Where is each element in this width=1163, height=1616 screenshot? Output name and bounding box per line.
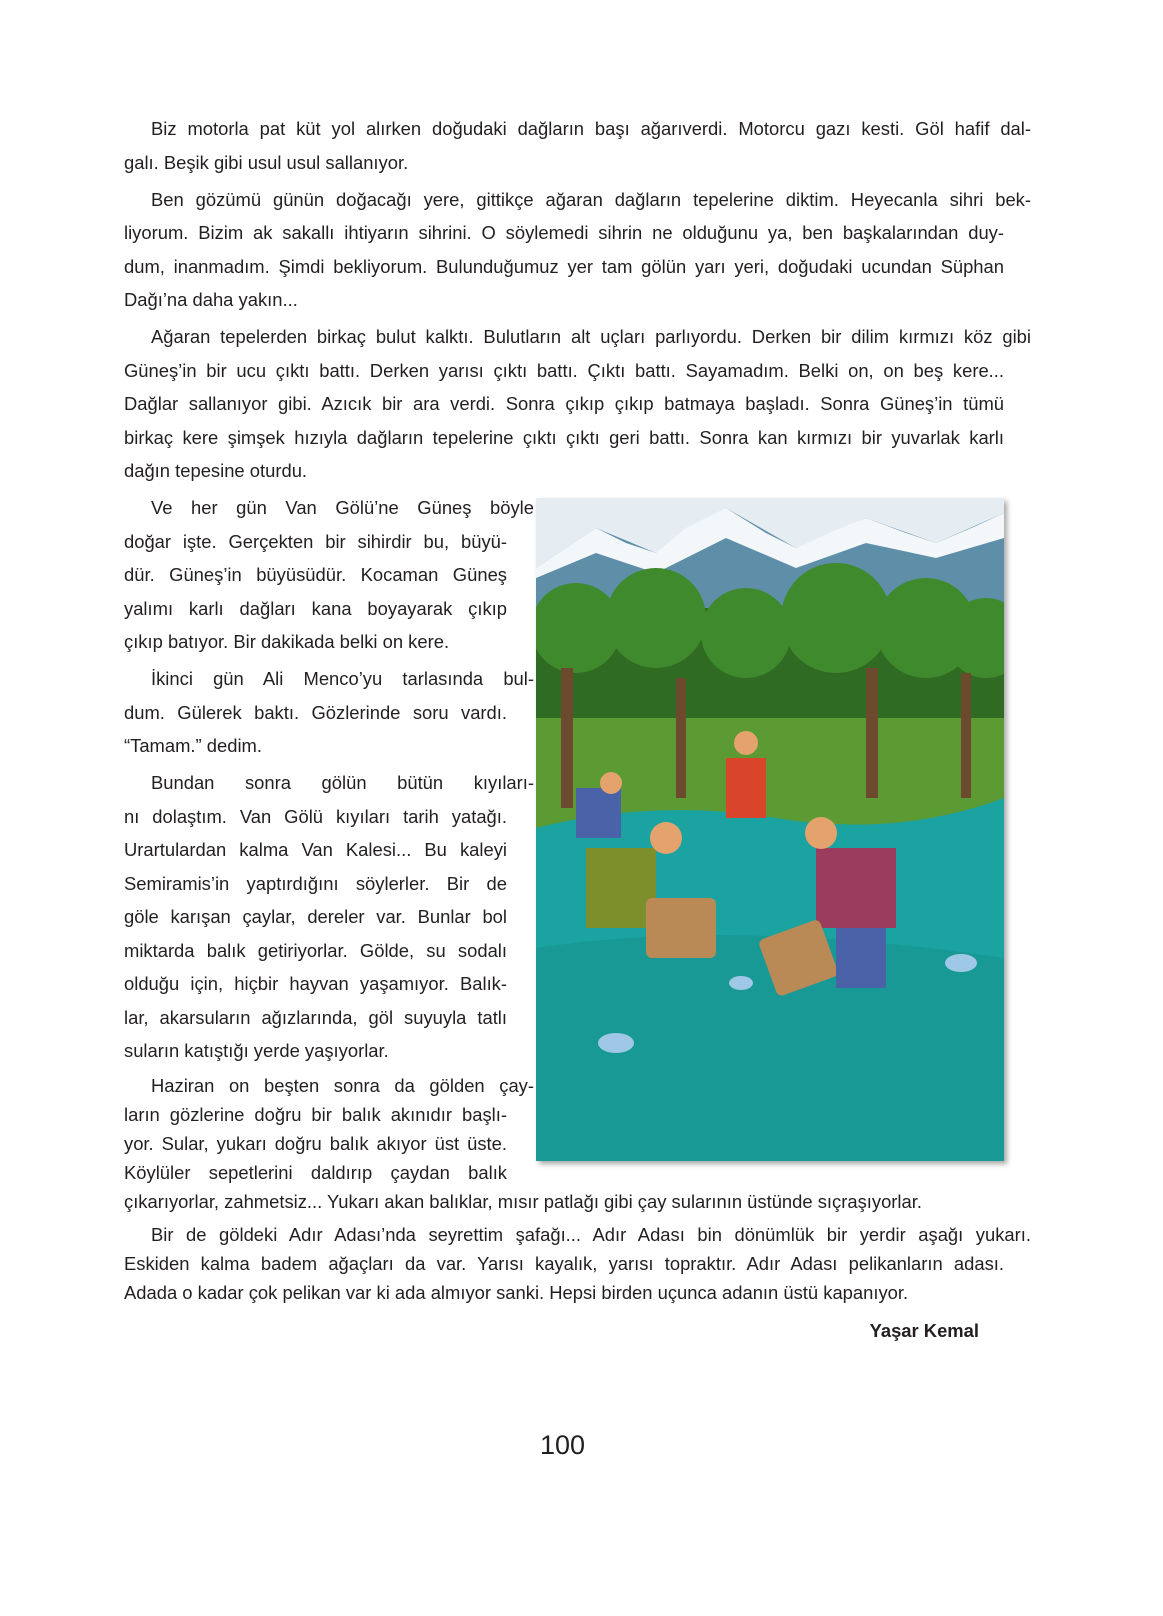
text-line: Ağaran tepelerden birkaç bulut kalktı. Bulutların alt uçları parlıyordu. Derken bir dilim kırmızı köz gibi xyxy=(151,326,1031,347)
paragraph xyxy=(124,183,1031,317)
text-line: Haziran on beşten sonra da gölden çay- xyxy=(151,1075,534,1096)
text-line: İkinci gün Ali Menco’yu tarlasında bul- xyxy=(151,668,534,689)
text-line: Bundan sonra gölün bütün kıyıları- xyxy=(151,772,534,793)
text-line: Semiramis’in yaptırdığını söylerler. Bir de xyxy=(124,872,507,894)
illustration-fishermen-lake xyxy=(536,498,1004,1161)
text-line: Köylüler sepetlerini daldırıp çaydan balık xyxy=(124,1162,507,1183)
text-line: Biz motorla pat küt yol alırken doğudaki dağların başı ağarıverdi. Motorcu gazı kesti. Göl hafif dal- xyxy=(151,118,1031,139)
paragraph xyxy=(124,112,1031,179)
text-line: nı dolaştım. Van Gölü kıyıları tarih yatağı. xyxy=(124,805,507,827)
text-line: dağın tepesine oturdu. xyxy=(124,460,308,481)
paragraph xyxy=(124,320,1031,488)
text-line: dür. Güneş’in büyüsüdür. Kocaman Güneş xyxy=(124,564,507,585)
page-number: 100 xyxy=(539,1430,586,1460)
text-line: dum, inanmadım. Şimdi bekliyorum. Bulunduğumuz yer tam gölün yarı yeri, doğudaki ucundan Süphan xyxy=(124,255,1004,277)
text-line: yor. Sular, yukarı doğru balık akıyor üst üste. xyxy=(124,1133,507,1154)
text-line: Dağı’na daha yakın... xyxy=(124,289,298,310)
text-line: ların gözlerine doğru bir balık akınıdır başlı- xyxy=(124,1104,507,1125)
text-line: Eskiden kalma badem ağaçları da var. Yarısı kayalık, yarısı topraktır. Adır Adası pelikanların adası. xyxy=(124,1252,1004,1274)
text-line: birkaç kere şimşek hızıyla dağların tepelerine çıktı çıktı geri battı. Sonra kan kırmızı bir yuvarlak karlı xyxy=(124,426,1004,448)
text-line: Adada o kadar çok pelikan var ki ada almıyor sanki. Hepsi birden uçunca adanın üstü kapanıyor. xyxy=(124,1281,909,1303)
paragraph xyxy=(124,1220,1031,1307)
text-line: Güneş’in bir ucu çıktı battı. Derken yarısı çıktı battı. Çıktı battı. Sayamadım. Belki on, on beş kere... xyxy=(124,359,1004,381)
text-line: Urartulardan kalma Van Kalesi... Bu kaleyi xyxy=(124,839,507,860)
text-line: göle karışan çaylar, dereler var. Bunlar bol xyxy=(124,906,507,927)
text-line: miktarda balık getiriyorlar. Gölde, su sodalı xyxy=(124,939,507,961)
text-line: Bir de göldeki Adır Adası’nda seyrettim şafağı... Adır Adası bin dönümlük bir yerdir aşağı yukarı. xyxy=(151,1223,1031,1245)
text-line: Ve her gün Van Gölü’ne Güneş böyle xyxy=(151,497,534,518)
text-line: çıkarıyorlar, zahmetsiz... Yukarı akan balıklar, mısır patlağı gibi çay sularının üstünde sıçraşıyorlar. xyxy=(124,1191,922,1212)
text-line: lar, akarsuların ağızlarında, göl suyuyla tatlı xyxy=(124,1006,507,1028)
author-name: Yaşar Kemal xyxy=(869,1320,979,1341)
text-line: yalımı karlı dağları kana boyayarak çıkıp xyxy=(124,597,507,619)
text-line: olduğu için, hiçbir hayvan yaşamıyor. Balık- xyxy=(124,973,507,994)
text-line: galı. Beşik gibi usul usul sallanıyor. xyxy=(124,151,409,173)
text-line: Dağlar sallanıyor gibi. Azıcık bir ara verdi. Sonra çıkıp çıkıp batmaya başladı. Sonra Güneş’in tümü xyxy=(124,393,1004,414)
text-line: doğar işte. Gerçekten bir sihirdir bu, büyü- xyxy=(124,530,507,552)
text-line: Ben gözümü günün doğacağı yere, gittikçe ağaran dağların tepelerine diktim. Heyecanla sihri bek- xyxy=(151,188,1031,210)
text-line: çıkıp batıyor. Bir dakikada belki on kere. xyxy=(124,631,450,652)
text-line: suların katıştığı yerde yaşıyorlar. xyxy=(124,1040,389,1061)
text-line: “Tamam.” dedim. xyxy=(124,735,262,756)
text-line: dum. Gülerek baktı. Gözlerinde soru vardı. xyxy=(124,701,507,723)
text-line: liyorum. Bizim ak sakallı ihtiyarın sihrini. O söylemedi sihrin ne olduğunu ya, ben başkalarından duy- xyxy=(124,222,1004,243)
